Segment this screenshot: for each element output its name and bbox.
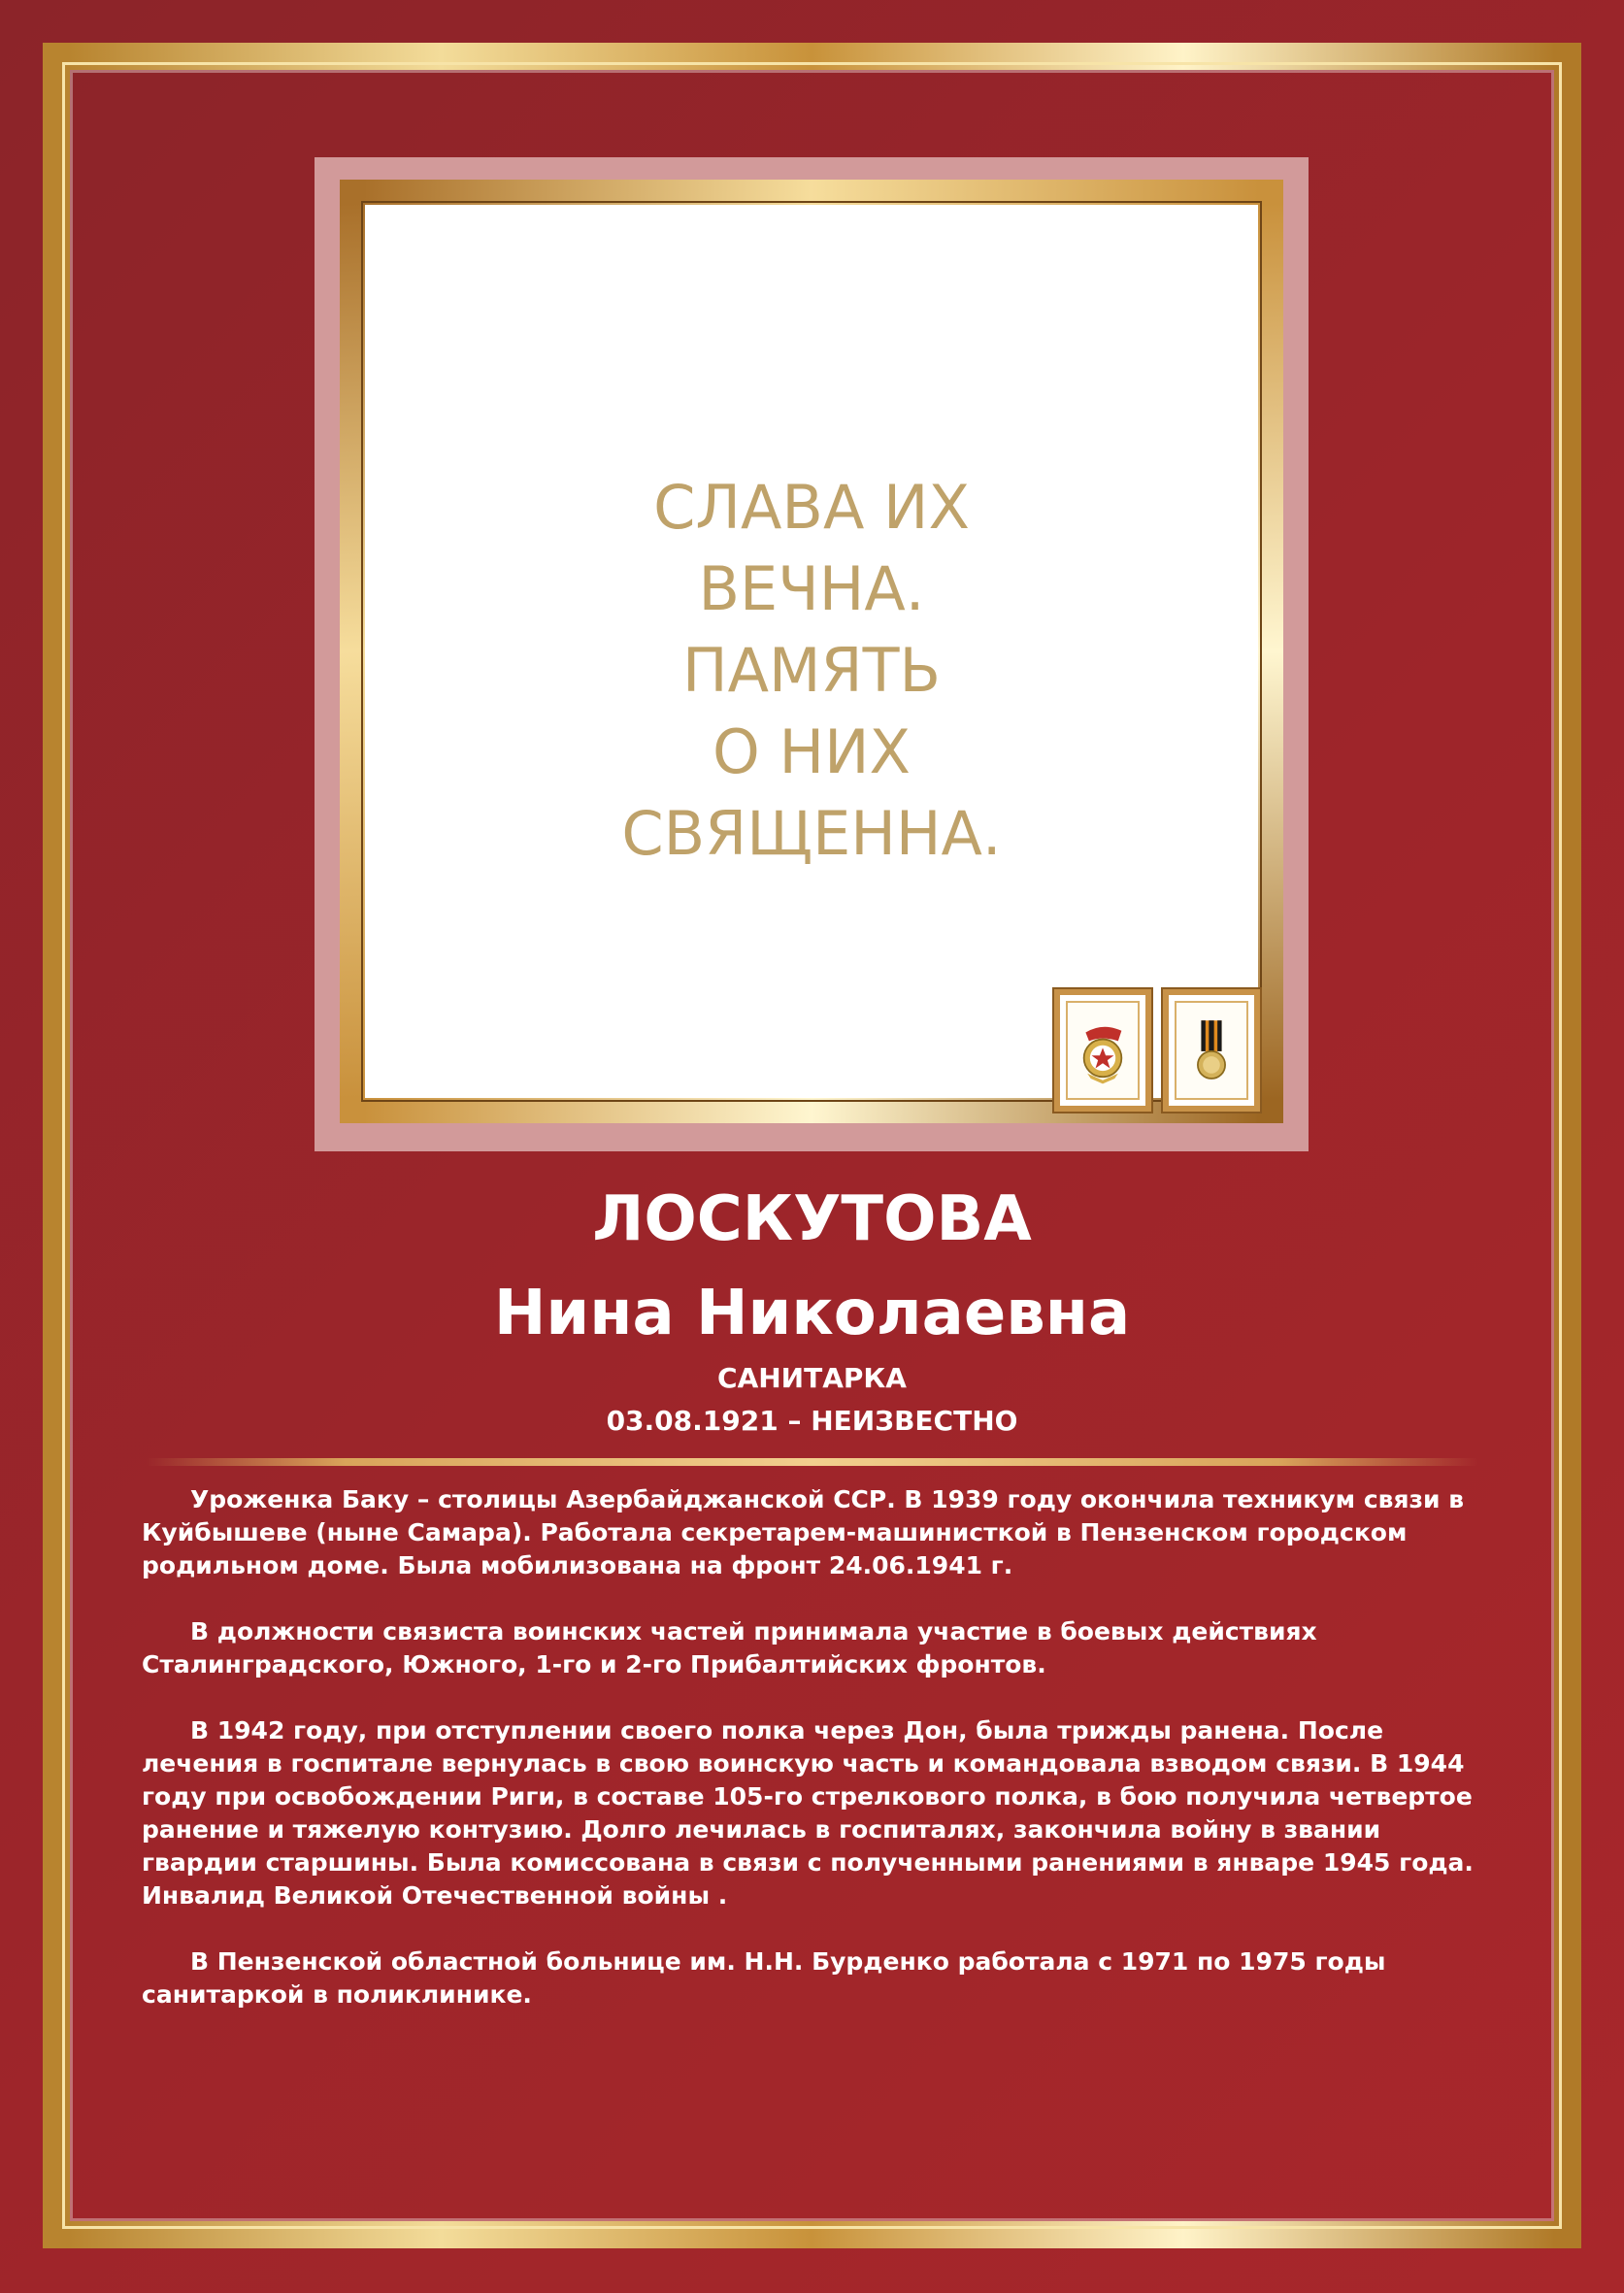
photo-frame (340, 180, 1283, 1123)
gold-divider (146, 1458, 1478, 1466)
person-given-names: Нина Николаевна (493, 1278, 1131, 1349)
biography (142, 1483, 1491, 2044)
award-frame-guards (1054, 989, 1151, 1112)
guards-badge-icon (1060, 995, 1145, 1106)
slogan-line: О НИХ (713, 716, 911, 787)
biography-paragraph: В Пензенской областной больнице им. Н.Н. Бурденко работала с 1971 по 1975 годы санитаркой в поликлинике. (142, 1947, 1386, 2009)
slogan-line: ПАМЯТЬ (681, 635, 941, 706)
biography-paragraph: В должности связиста воинских частей принимала участие в боевых действиях Сталинградского, Южного, 1-го и 2-го Прибалтийских фронтов. (142, 1617, 1317, 1678)
biography-paragraph: В 1942 году, при отступлении своего полка через Дон, была трижды ранена. После лечения в госпитале вернулась в свою воинскую часть и командовала взводом связи. В 1944 году при освобождении Риги, в составе 105-го стрелкового полка, в бою получила четвертое ранение и тяжелую контузию. Долго лечилась в госпиталях, закончила войну в звании гвардии старшины. Была комиссована в связи с полученными ранениями в январе 1945 года. Инвалид Великой Отечественной войны . (142, 1716, 1474, 1910)
slogan-line: СВЯЩЕННА. (621, 798, 1002, 869)
person-role: САНИТАРКА (717, 1362, 907, 1394)
biography-paragraph: Уроженка Баку – столицы Азербайджанской ССР. В 1939 году окончила техникум связи в Куйбышеве (ныне Самара). Работала секретарем-машинисткой в Пензенском городском родильном доме. Была мобилизована на фронт 24.06.1941 г. (142, 1485, 1465, 1579)
memorial-slogan (365, 467, 1258, 875)
award-frame-medal (1163, 989, 1260, 1112)
slogan-line: ВЕЧНА. (698, 553, 925, 624)
slogan-line: СЛАВА ИХ (653, 472, 970, 543)
medal-victory-icon (1169, 995, 1254, 1106)
person-dates: 03.08.1921 – НЕИЗВЕСТНО (606, 1405, 1018, 1437)
person-surname: ЛОСКУТОВА (592, 1183, 1032, 1255)
